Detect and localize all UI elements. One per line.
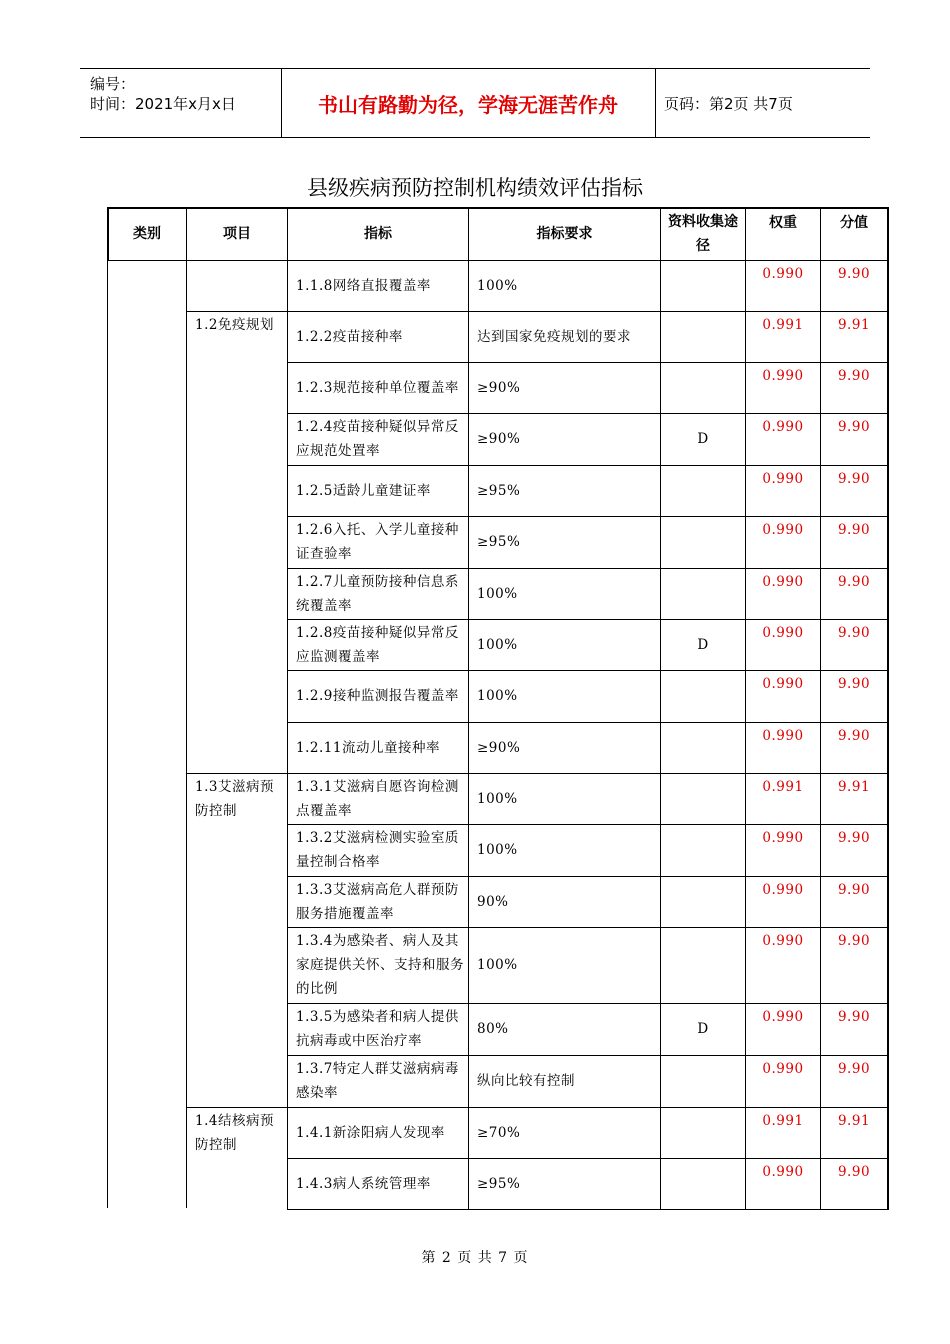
col-header-category: 类别 — [133, 226, 161, 242]
weight-cell: 0.990 — [762, 1061, 804, 1077]
weight-cell: 0.991 — [762, 317, 804, 333]
source-cell — [661, 876, 745, 927]
score-cell: 9.90 — [837, 522, 871, 538]
source-cell: D — [697, 431, 709, 447]
source-cell — [661, 927, 745, 1003]
header-meta — [80, 69, 280, 137]
score-cell: 9.91 — [837, 1113, 871, 1129]
source-cell — [661, 260, 745, 311]
weight-cell: 0.990 — [762, 419, 804, 435]
indicator-cell: 1.4.3病人系统管理率 — [296, 1175, 431, 1192]
requirement-cell: ≥90% — [477, 379, 521, 396]
weight-cell: 0.990 — [762, 522, 804, 538]
indicator-cell: 1.2.8疫苗接种疑似异常反应监测覆盖率 — [296, 624, 459, 665]
indicator-cell: 1.3.7特定人群艾滋病病毒感染率 — [296, 1061, 459, 1101]
col-header-source: 资料收集途径 — [668, 214, 738, 254]
requirement-cell: 100% — [477, 585, 518, 602]
source-cell — [661, 824, 745, 876]
score-cell: 9.90 — [837, 625, 871, 641]
score-cell: 9.90 — [837, 933, 871, 949]
source-cell — [661, 568, 745, 619]
score-cell: 9.90 — [837, 419, 871, 435]
col-header-weight: 权重 — [769, 215, 797, 231]
indicator-cell: 1.2.6入托、入学儿童接种证查验率 — [296, 522, 459, 562]
score-cell: 9.90 — [837, 266, 871, 282]
source-cell — [661, 362, 745, 413]
indicator-cell: 1.4.1新涂阳病人发现率 — [296, 1124, 445, 1141]
requirement-cell: 100% — [477, 842, 518, 858]
source-cell: D — [697, 636, 709, 653]
requirement-cell: ≥95% — [477, 482, 521, 499]
source-cell — [661, 670, 745, 722]
score-cell: 9.90 — [837, 728, 871, 744]
col-header-project: 项目 — [223, 226, 251, 242]
indicator-cell: 1.2.4疫苗接种疑似异常反应规范处置率 — [296, 419, 459, 459]
source-cell — [661, 1158, 745, 1209]
source-cell — [661, 465, 745, 516]
project-label: 1.3艾滋病预防控制 — [195, 779, 274, 819]
weight-cell: 0.990 — [762, 1009, 804, 1025]
score-cell: 9.90 — [837, 368, 871, 384]
requirement-cell: ≥70% — [477, 1124, 521, 1141]
project-label: 1.2免疫规划 — [195, 317, 274, 333]
score-cell: 9.91 — [837, 779, 871, 795]
requirement-cell: 100% — [477, 277, 518, 294]
requirement-cell: 80% — [477, 1021, 509, 1037]
score-cell: 9.90 — [837, 1061, 871, 1077]
weight-cell: 0.990 — [762, 574, 804, 590]
weight-cell: 0.991 — [762, 779, 804, 795]
requirement-cell: ≥90% — [477, 431, 521, 447]
weight-cell: 0.990 — [762, 266, 804, 282]
score-cell: 9.90 — [837, 830, 871, 846]
source-cell: D — [697, 1021, 709, 1037]
serial-label: 编号： — [90, 75, 136, 93]
requirement-cell: 100% — [477, 636, 518, 653]
requirement-cell: ≥90% — [477, 739, 521, 756]
indicator-cell: 1.3.4为感染者、病人及其家庭提供关怀、支持和服务的比例 — [296, 933, 464, 997]
score-cell: 9.90 — [837, 1009, 871, 1025]
indicator-cell: 1.2.2疫苗接种率 — [296, 328, 403, 345]
source-cell — [661, 311, 745, 362]
col-header-requirement: 指标要求 — [536, 226, 593, 242]
source-cell — [661, 722, 745, 773]
weight-cell: 0.990 — [762, 625, 804, 641]
weight-cell: 0.990 — [762, 728, 804, 744]
weight-cell: 0.990 — [762, 368, 804, 384]
weight-cell: 0.990 — [762, 1164, 804, 1180]
indicator-cell: 1.2.11流动儿童接种率 — [296, 739, 440, 756]
time-label: 时间：2021年x月x日 — [90, 95, 236, 113]
indicator-cell: 1.2.3规范接种单位覆盖率 — [296, 379, 459, 396]
requirement-cell: 100% — [477, 957, 518, 973]
requirement-cell: ≥95% — [477, 534, 521, 550]
score-cell: 9.90 — [837, 882, 871, 898]
weight-cell: 0.991 — [762, 1113, 804, 1129]
score-cell: 9.90 — [837, 471, 871, 487]
indicator-cell: 1.3.1艾滋病自愿咨询检测点覆盖率 — [296, 778, 459, 819]
page-footer: 第 2 页 共 7 页 — [421, 1250, 529, 1266]
header-page-info: 页码：第2页 共7页 — [664, 94, 793, 113]
indicator-cell: 1.2.5适龄儿童建证率 — [296, 482, 431, 499]
requirement-cell: 100% — [477, 688, 518, 704]
requirement-cell: ≥95% — [477, 1175, 521, 1192]
document-title: 县级疾病预防控制机构绩效评估指标 — [307, 176, 643, 200]
indicator-cell: 1.2.7儿童预防接种信息系统覆盖率 — [296, 573, 459, 614]
requirement-cell: 达到国家免疫规划的要求 — [477, 328, 631, 345]
col-header-indicator: 指标 — [364, 226, 392, 242]
page-header — [80, 68, 870, 138]
score-cell: 9.90 — [837, 676, 871, 692]
source-cell — [661, 516, 745, 568]
indicator-cell: 1.3.2艾滋病检测实验室质量控制合格率 — [296, 830, 459, 870]
indicator-cell: 1.1.8网络直报覆盖率 — [296, 277, 431, 294]
requirement-cell: 90% — [477, 893, 509, 910]
indicator-cell: 1.2.9接种监测报告覆盖率 — [296, 688, 459, 704]
source-cell — [661, 1107, 745, 1158]
header-motto: 书山有路勤为径，学海无涯苦作舟 — [318, 92, 618, 117]
weight-cell: 0.990 — [762, 830, 804, 846]
project-label: 1.4结核病预防控制 — [195, 1113, 274, 1153]
col-header-score: 分值 — [840, 215, 868, 231]
source-cell — [661, 773, 745, 824]
score-cell: 9.90 — [837, 1164, 871, 1180]
score-cell: 9.91 — [837, 317, 871, 333]
requirement-cell: 100% — [477, 790, 518, 807]
source-cell — [661, 1055, 745, 1107]
requirement-cell: 纵向比较有控制 — [477, 1073, 575, 1089]
indicator-cell: 1.3.3艾滋病高危人群预防服务措施覆盖率 — [296, 881, 459, 922]
weight-cell: 0.990 — [762, 471, 804, 487]
weight-cell: 0.990 — [762, 676, 804, 692]
weight-cell: 0.990 — [762, 933, 804, 949]
weight-cell: 0.990 — [762, 882, 804, 898]
score-cell: 9.90 — [837, 574, 871, 590]
indicator-cell: 1.3.5为感染者和病人提供抗病毒或中医治疗率 — [296, 1009, 459, 1049]
